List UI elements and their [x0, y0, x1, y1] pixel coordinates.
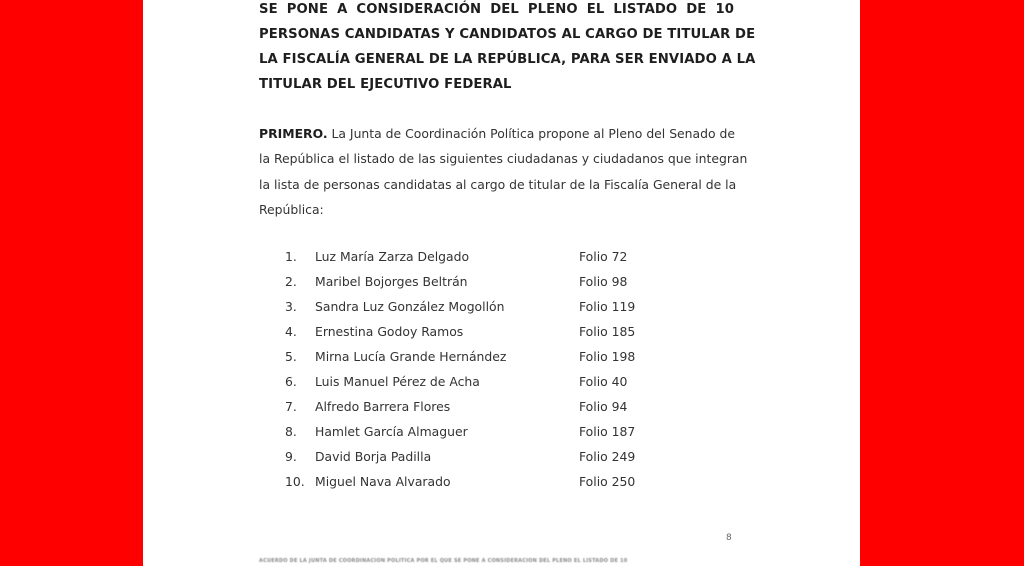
page-number: 8	[726, 533, 732, 543]
paragraph-line-1	[259, 121, 734, 146]
list-item	[259, 294, 734, 319]
paragraph-line-2: la República el listado de las siguientes ciudadanas y ciudadanos que integran	[259, 151, 748, 167]
item-number: 3.	[285, 299, 297, 314]
running-footer: ACUERDO DE LA JUNTA DE COORDINACIÓN POLÍTICA POR EL QUE SE PONE A CONSIDERACIÓN DEL PLENO EL LISTADO DE 10	[259, 558, 628, 564]
candidate-name: Miguel Nava Alvarado	[315, 474, 451, 489]
candidate-name: Ernestina Godoy Ramos	[315, 324, 464, 339]
candidate-folio: Folio 72	[579, 249, 628, 264]
paragraph-lead: PRIMERO.	[259, 126, 328, 141]
heading-line-1: SE PONE A CONSIDERACIÓN DEL PLENO EL LISTADO DE 10	[259, 2, 734, 17]
paragraph-line-1-text: La Junta de Coordinación Política propone al Pleno del Senado de	[327, 126, 735, 141]
item-number: 6.	[285, 374, 297, 389]
candidate-folio: Folio 98	[579, 274, 628, 289]
candidate-folio: Folio 249	[579, 449, 636, 464]
item-number: 10.	[285, 474, 305, 489]
heading-line-3: LA FISCALÍA GENERAL DE LA REPÚBLICA, PARA SER ENVIADO A LA	[259, 52, 756, 67]
item-number: 8.	[285, 424, 297, 439]
paragraph-line-3: la lista de personas candidatas al cargo de titular de la Fiscalía General de la	[259, 176, 737, 192]
candidate-name: Mirna Lucía Grande Hernández	[315, 349, 507, 364]
list-item	[259, 469, 734, 494]
item-number: 2.	[285, 274, 297, 289]
item-number: 7.	[285, 399, 297, 414]
list-item	[259, 244, 734, 269]
candidate-name: Sandra Luz González Mogollón	[315, 299, 505, 314]
list-item	[259, 394, 734, 419]
list-item	[259, 344, 734, 369]
candidate-name: David Borja Padilla	[315, 449, 432, 464]
primero-paragraph	[259, 121, 748, 222]
list-item	[259, 444, 734, 469]
candidate-name: Luz María Zarza Delgado	[315, 249, 470, 264]
candidate-folio: Folio 119	[579, 299, 636, 314]
heading-line-4: TITULAR DEL EJECUTIVO FEDERAL	[259, 77, 512, 92]
candidate-name: Luis Manuel Pérez de Acha	[315, 374, 480, 389]
candidate-name: Maribel Bojorges Beltrán	[315, 274, 468, 289]
list-item	[259, 419, 734, 444]
candidate-name: Hamlet García Almaguer	[315, 424, 468, 439]
candidate-folio: Folio 40	[579, 374, 628, 389]
candidates-list	[259, 244, 734, 494]
document-heading	[259, 0, 756, 97]
list-item	[259, 319, 734, 344]
candidate-folio: Folio 185	[579, 324, 636, 339]
item-number: 4.	[285, 324, 297, 339]
list-item	[259, 269, 734, 294]
candidate-name: Alfredo Barrera Flores	[315, 399, 451, 414]
heading-line-2: PERSONAS CANDIDATAS Y CANDIDATOS AL CARGO DE TITULAR DE	[259, 27, 756, 42]
candidate-folio: Folio 187	[579, 424, 636, 439]
candidate-folio: Folio 250	[579, 474, 636, 489]
list-item	[259, 369, 734, 394]
candidate-folio: Folio 94	[579, 399, 628, 414]
item-number: 9.	[285, 449, 297, 464]
item-number: 5.	[285, 349, 297, 364]
document-page	[143, 0, 860, 566]
candidate-folio: Folio 198	[579, 349, 636, 364]
item-number: 1.	[285, 249, 297, 264]
paragraph-line-4: República:	[259, 201, 324, 217]
